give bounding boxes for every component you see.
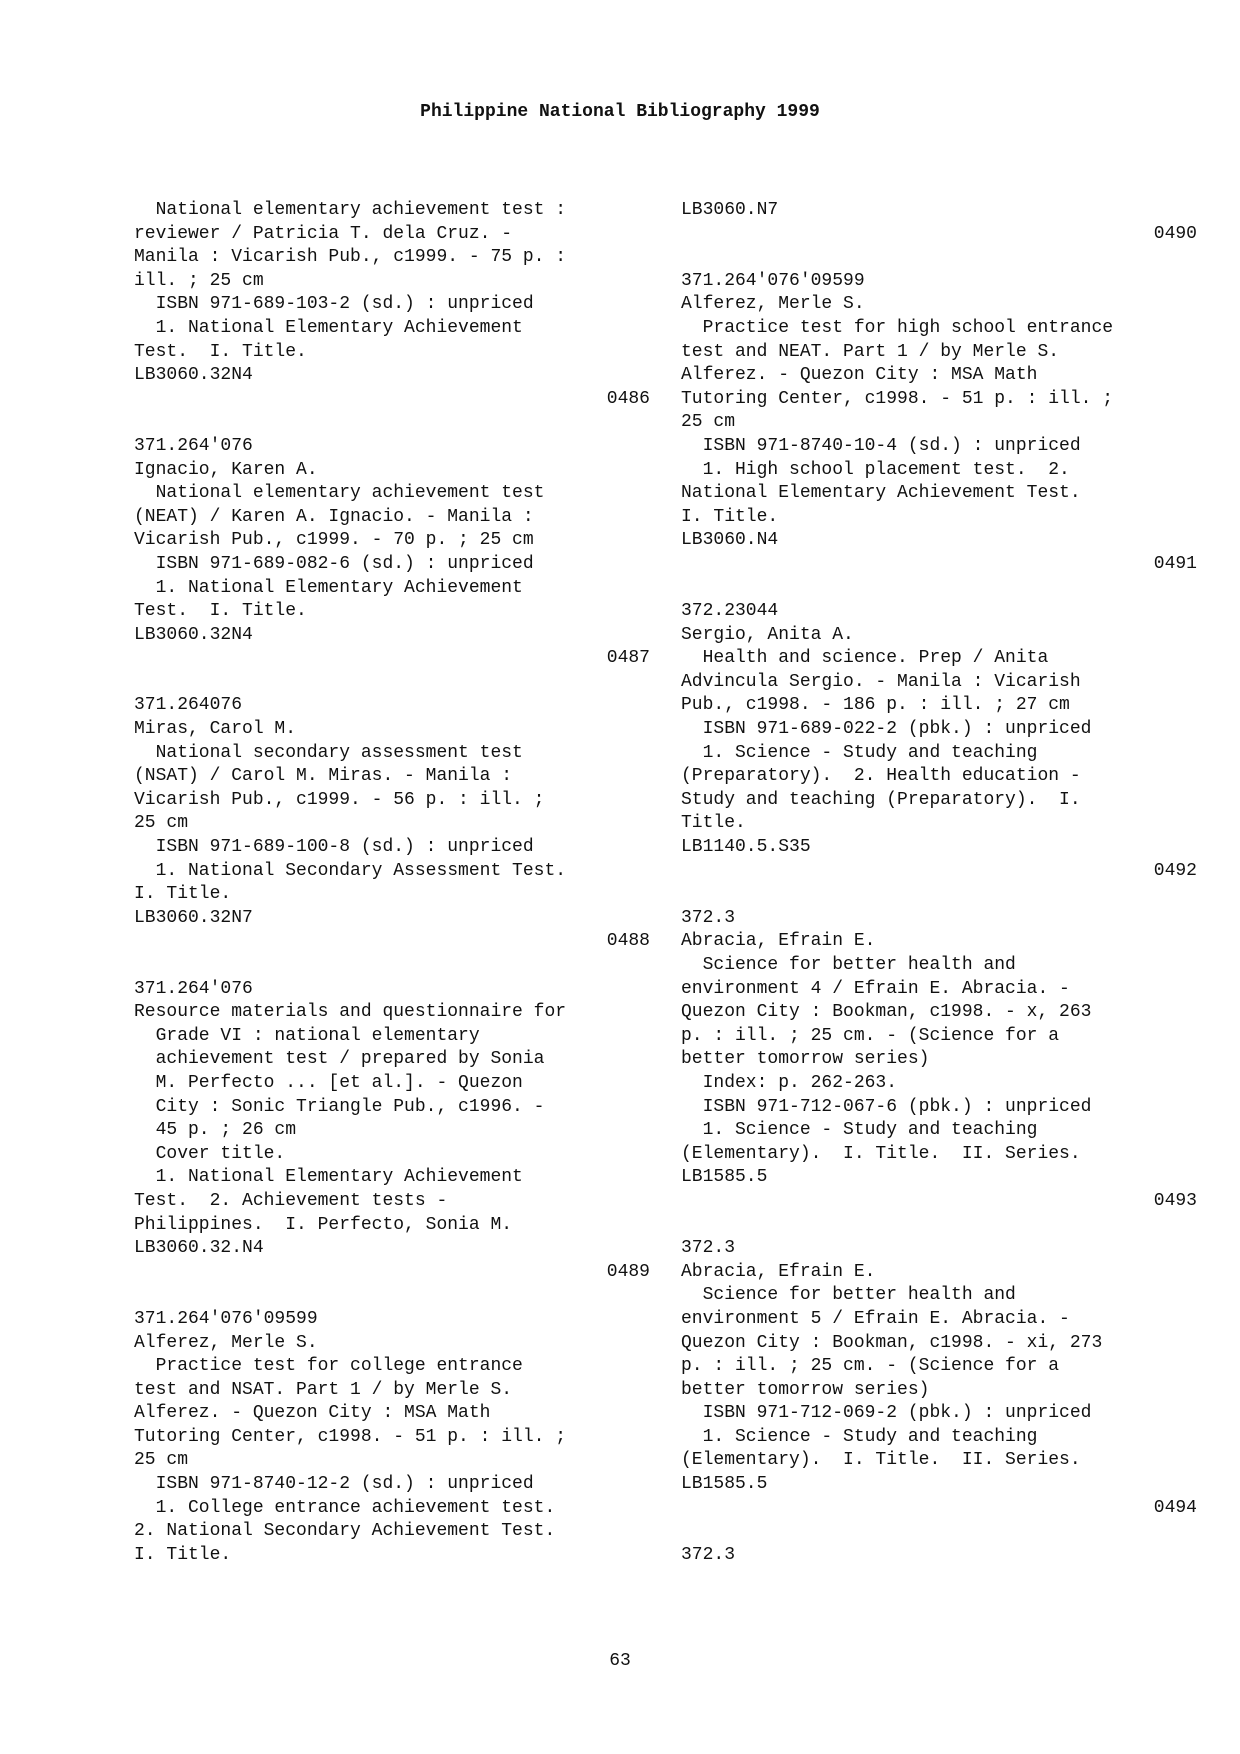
text-line: ISBN 971-8740-12-2 (sd.) : unpriced [134, 1474, 534, 1495]
text-line: 45 p. ; 26 cm [134, 1120, 297, 1141]
text-line: Ignacio, Karen A. [134, 459, 318, 480]
entry-number: 0488 [606, 931, 650, 952]
text-line: Test. I. Title. [134, 341, 307, 362]
text-line: (NSAT) / Carol M. Miras. - Manila : [134, 766, 513, 787]
page-number: 63 [609, 1651, 631, 1671]
text-line: Title. [681, 813, 746, 834]
text-line: Tutoring Center, c1998. - 51 p. : ill. ; [134, 1426, 567, 1447]
text-line: National Elementary Achievement Test. [681, 483, 1081, 504]
text-line: 371.264'076 [134, 435, 253, 456]
text-line: LB3060.32N4 [134, 365, 253, 386]
text-line: (Preparatory). 2. Health education - [681, 766, 1081, 787]
text-line: p. : ill. ; 25 cm. - (Science for a [681, 1356, 1060, 1377]
text-line: 1. National Elementary Achievement [134, 1167, 523, 1188]
text-line [134, 671, 650, 695]
text-line: better tomorrow series) [681, 1049, 930, 1070]
text-line: Vicarish Pub., c1999. - 70 p. ; 25 cm [134, 530, 534, 551]
text-line: (Elementary). I. Title. II. Series. [681, 1450, 1081, 1471]
text-line: Test. I. Title. [134, 601, 307, 622]
text-line [681, 246, 1197, 270]
text-line [681, 1520, 1197, 1544]
text-line: LB1585.5 [681, 1167, 768, 1188]
text-line: LB3060.32.N4 [134, 1238, 264, 1259]
text-line: Vicarish Pub., c1999. - 56 p. : ill. ; [134, 789, 545, 810]
text-line: I. Title. [134, 1544, 232, 1565]
entry-number: 0492 [1153, 860, 1197, 881]
text-line: ISBN 971-712-067-6 (pbk.) : unpriced [681, 1096, 1092, 1117]
text-line: Quezon City : Bookman, c1998. - xi, 273 [681, 1332, 1103, 1353]
text-line: Abracia, Efrain E. [681, 1261, 876, 1282]
text-line: 1. National Secondary Assessment Test. [134, 860, 567, 881]
text-line [681, 1214, 1197, 1238]
text-line: 2. National Secondary Achievement Test. [134, 1521, 556, 1542]
text-line: Alferez, Merle S. [134, 1332, 318, 1353]
text-line: Abracia, Efrain E. [681, 931, 876, 952]
text-line: Tutoring Center, c1998. - 51 p. : ill. ; [681, 388, 1114, 409]
text-line: Grade VI : national elementary [134, 1025, 480, 1046]
text-line: Sergio, Anita A. [681, 624, 854, 645]
text-line: 25 cm [681, 412, 736, 433]
text-line: Study and teaching (Preparatory). I. [681, 789, 1081, 810]
text-line: LB3060.N4 [681, 530, 779, 551]
text-line: 371.264'076'09599 [681, 270, 865, 291]
text-line: Alferez, Merle S. [681, 294, 865, 315]
right-column [681, 199, 1197, 1567]
text-line: Resource materials and questionnaire for [134, 1002, 567, 1023]
entry-number: 0487 [606, 648, 650, 669]
text-line: M. Perfecto ... [et al.]. - Quezon [134, 1072, 523, 1093]
text-line: ISBN 971-8740-10-4 (sd.) : unpriced [681, 435, 1081, 456]
entry-number: 0493 [1153, 1190, 1197, 1211]
entry-number: 0489 [606, 1261, 650, 1282]
text-line: test and NSAT. Part 1 / by Merle S. [134, 1379, 513, 1400]
text-line: Practice test for college entrance [134, 1356, 523, 1377]
entry-number: 0491 [1153, 553, 1197, 574]
text-line: Alferez. - Quezon City : MSA Math [681, 365, 1038, 386]
text-line: 1. National Elementary Achievement [134, 577, 523, 598]
text-line: achievement test / prepared by Sonia [134, 1049, 545, 1070]
text-line: 1. College entrance achievement test. [134, 1497, 556, 1518]
text-line: better tomorrow series) [681, 1379, 930, 1400]
text-line: ill. ; 25 cm [134, 270, 264, 291]
text-line [681, 883, 1197, 907]
text-line: LB1140.5.S35 [681, 837, 811, 858]
text-line: National elementary achievement test [134, 483, 545, 504]
text-line: ISBN 971-689-082-6 (sd.) : unpriced [134, 553, 534, 574]
text-line: LB3060.N7 [681, 200, 779, 220]
text-line: Cover title. [134, 1143, 286, 1164]
text-line: Index: p. 262-263. [681, 1072, 898, 1093]
text-line: 1. Science - Study and teaching [681, 742, 1038, 763]
text-line [681, 577, 1197, 601]
text-line: 25 cm [134, 1450, 189, 1471]
text-line: Quezon City : Bookman, c1998. - x, 263 [681, 1002, 1092, 1023]
text-line: 1. High school placement test. 2. [681, 459, 1070, 480]
left-column [134, 199, 650, 1567]
text-line: (Elementary). I. Title. II. Series. [681, 1143, 1081, 1164]
text-line: Manila : Vicarish Pub., c1999. - 75 p. : [134, 247, 567, 268]
text-line: 1. Science - Study and teaching [681, 1120, 1038, 1141]
text-line: Health and science. Prep / Anita [681, 648, 1049, 669]
text-line: reviewer / Patricia T. dela Cruz. - [134, 223, 513, 244]
text-line: ISBN 971-689-103-2 (sd.) : unpriced [134, 294, 534, 315]
text-line: 372.3 [681, 1544, 736, 1565]
text-line: Alferez. - Quezon City : MSA Math [134, 1403, 491, 1424]
text-line: LB1585.5 [681, 1474, 768, 1495]
text-line: 371.264'076'09599 [134, 1308, 318, 1329]
text-line: Test. 2. Achievement tests - [134, 1190, 448, 1211]
text-line: Science for better health and [681, 1285, 1016, 1306]
text-line: environment 4 / Efrain E. Abracia. - [681, 978, 1070, 999]
text-line: environment 5 / Efrain E. Abracia. - [681, 1308, 1070, 1329]
text-line: I. Title. [681, 506, 779, 527]
text-line: National elementary achievement test : [134, 200, 567, 220]
text-line: City : Sonic Triangle Pub., c1996. - [134, 1096, 545, 1117]
entry-number: 0494 [1153, 1497, 1197, 1518]
text-line: 372.3 [681, 907, 736, 928]
text-line: 372.3 [681, 1238, 736, 1259]
entry-number: 0490 [1153, 223, 1197, 244]
text-line: ISBN 971-712-069-2 (pbk.) : unpriced [681, 1403, 1092, 1424]
text-line: LB3060.32N7 [134, 907, 253, 928]
text-line [134, 954, 650, 978]
text-line: 371.264076 [134, 695, 243, 716]
text-line: 1. National Elementary Achievement [134, 317, 523, 338]
text-line: 371.264'076 [134, 978, 253, 999]
text-line: Miras, Carol M. [134, 719, 297, 740]
text-line [134, 1284, 650, 1308]
text-line [134, 411, 650, 435]
text-line: test and NEAT. Part 1 / by Merle S. [681, 341, 1060, 362]
text-line: National secondary assessment test [134, 742, 523, 763]
text-line: (NEAT) / Karen A. Ignacio. - Manila : [134, 506, 534, 527]
text-line: 1. Science - Study and teaching [681, 1426, 1038, 1447]
text-line: ISBN 971-689-022-2 (pbk.) : unpriced [681, 719, 1092, 740]
text-line: Science for better health and [681, 955, 1016, 975]
text-line: Philippines. I. Perfecto, Sonia M. [134, 1214, 513, 1235]
text-line: Practice test for high school entrance [681, 317, 1114, 338]
text-line: Advincula Sergio. - Manila : Vicarish [681, 671, 1081, 692]
text-line: ISBN 971-689-100-8 (sd.) : unpriced [134, 837, 534, 858]
text-line: 25 cm [134, 813, 189, 834]
text-line: I. Title. [134, 884, 232, 905]
page-title: Philippine National Bibliography 1999 [420, 102, 820, 122]
text-line: LB3060.32N4 [134, 624, 253, 645]
text-line: 372.23044 [681, 601, 779, 622]
text-line: Pub., c1998. - 186 p. : ill. ; 27 cm [681, 695, 1070, 716]
text-line: p. : ill. ; 25 cm. - (Science for a [681, 1025, 1060, 1046]
entry-number: 0486 [606, 388, 650, 409]
